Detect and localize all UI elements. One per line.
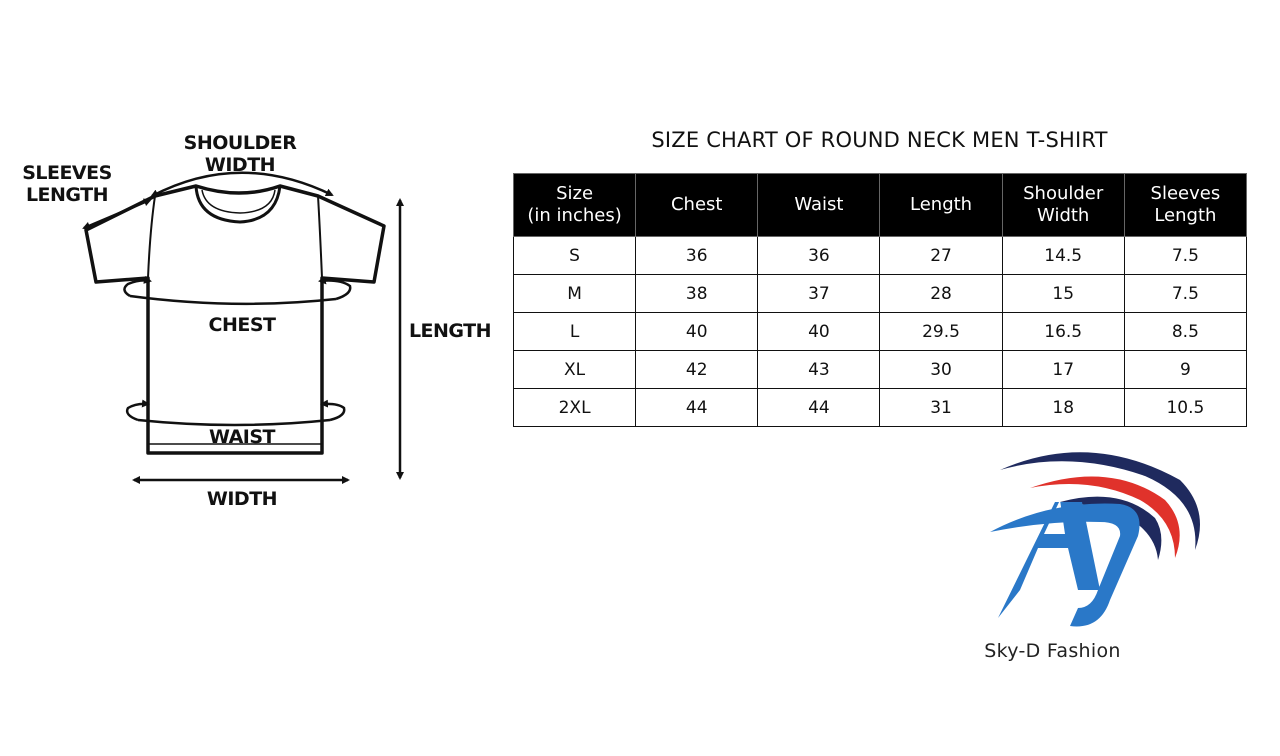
header-shoulder-width: Shoulder Width <box>1002 174 1124 237</box>
table-cell: 44 <box>636 389 758 427</box>
sleeves-length-label <box>22 162 112 206</box>
table-row <box>514 389 1247 427</box>
table-row <box>514 237 1247 275</box>
tshirt-outline-icon <box>0 0 500 540</box>
table-row <box>514 313 1247 351</box>
table-cell: S <box>514 237 636 275</box>
table-cell: 10.5 <box>1124 389 1246 427</box>
table-cell: 36 <box>758 237 880 275</box>
table-cell: 15 <box>1002 275 1124 313</box>
size-chart-title: SIZE CHART OF ROUND NECK MEN T-SHIRT <box>651 128 1108 152</box>
table-cell: 9 <box>1124 351 1246 389</box>
table-cell: 43 <box>758 351 880 389</box>
table-cell: 7.5 <box>1124 275 1246 313</box>
table-cell: 38 <box>636 275 758 313</box>
table-cell: 42 <box>636 351 758 389</box>
table-cell: 16.5 <box>1002 313 1124 351</box>
tshirt-measurement-diagram <box>0 0 500 540</box>
header-waist: Waist <box>758 174 880 237</box>
header-sleeves-length: Sleeves Length <box>1124 174 1246 237</box>
table-cell: 30 <box>880 351 1002 389</box>
table-cell: 28 <box>880 275 1002 313</box>
size-chart-table <box>513 173 1247 427</box>
header-length: Length <box>880 174 1002 237</box>
table-cell: 18 <box>1002 389 1124 427</box>
table-header-row <box>514 174 1247 237</box>
table-row <box>514 275 1247 313</box>
length-label: LENGTH <box>408 320 492 342</box>
sleeves-label-line1: SLEEVES <box>22 162 112 184</box>
shoulder-label-line1: SHOULDER <box>183 132 297 154</box>
header-size: Size (in inches) <box>514 174 636 237</box>
logo-swoop <box>990 504 1140 627</box>
sleeves-label-line2: LENGTH <box>25 184 109 206</box>
waist-label: WAIST <box>208 426 276 448</box>
chest-label: CHEST <box>208 314 276 336</box>
table-row <box>514 351 1247 389</box>
shoulder-width-label <box>180 132 300 176</box>
table-cell: L <box>514 313 636 351</box>
table-cell: 37 <box>758 275 880 313</box>
table-cell: 2XL <box>514 389 636 427</box>
table-cell: 27 <box>880 237 1002 275</box>
brand-name: Sky-D Fashion <box>984 640 1121 662</box>
table-cell: XL <box>514 351 636 389</box>
table-cell: M <box>514 275 636 313</box>
table-cell: 7.5 <box>1124 237 1246 275</box>
width-label: WIDTH <box>206 488 278 510</box>
table-cell: 44 <box>758 389 880 427</box>
header-chest: Chest <box>636 174 758 237</box>
table-cell: 40 <box>758 313 880 351</box>
table-cell: 36 <box>636 237 758 275</box>
table-cell: 8.5 <box>1124 313 1246 351</box>
table-cell: 14.5 <box>1002 237 1124 275</box>
shoulder-label-line2: WIDTH <box>204 154 276 176</box>
table-cell: 29.5 <box>880 313 1002 351</box>
table-cell: 17 <box>1002 351 1124 389</box>
table-cell: 31 <box>880 389 1002 427</box>
table-cell: 40 <box>636 313 758 351</box>
